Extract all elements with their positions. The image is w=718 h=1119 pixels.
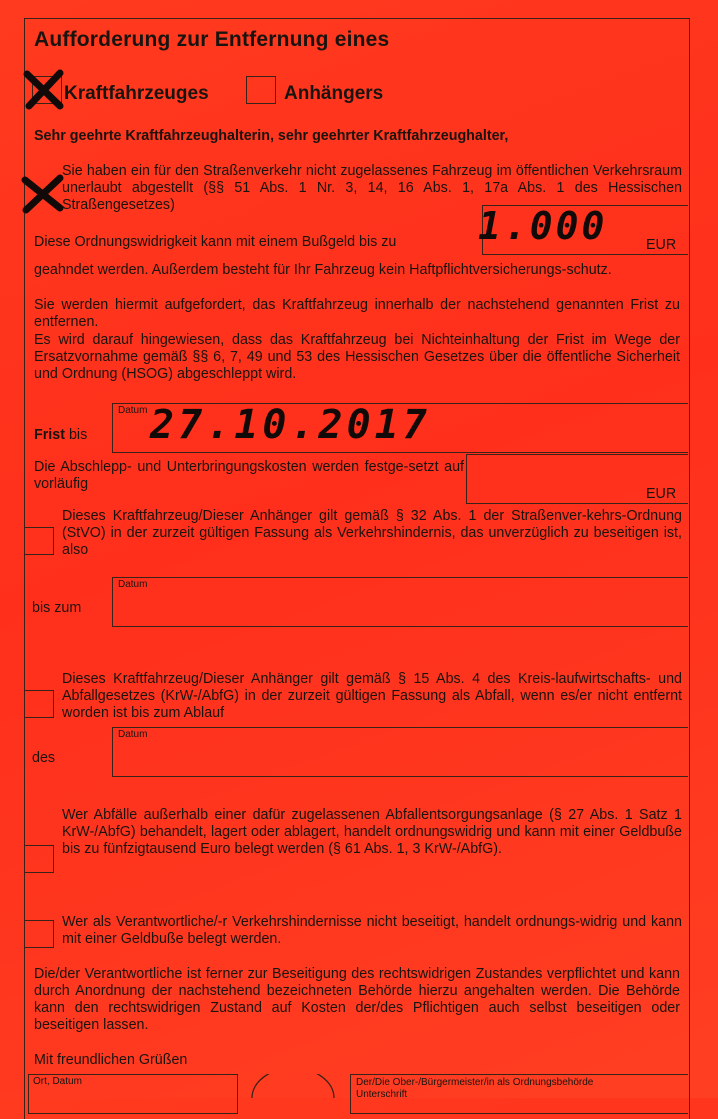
closing-greeting: Mit freundlichen Grüßen <box>34 1052 188 1068</box>
paragraph-aufforderung: Sie werden hiermit aufgefordert, das Kraftfahrzeug innerhalb der nachstehend genannten Frist zu entfernen. <box>34 297 680 330</box>
des-label: des <box>32 750 56 766</box>
form-title: Aufforderung zur Entfernung eines <box>34 28 390 51</box>
option-label-kraftfahrzeug: Kraftfahrzeuges <box>64 83 209 104</box>
paragraph-abgestellt: Sie haben ein für den Straßenverkehr nicht zugelassenes Fahrzeug im öffentlichen Verkehrsraum unerlaubt abgestellt (§§ 51 Abs. 1 Nr. 3, 14, 16 Abs. 1, 17a Abs. 1 des Hessischen Straßengesetzes) <box>62 163 682 213</box>
costs-currency: EUR <box>646 486 677 502</box>
stamp-icon <box>248 1074 338 1098</box>
paragraph-abfall: Dieses Kraftfahrzeug/Dieser Anhänger gilt gemäß § 15 Abs. 4 des Kreis-laufwirtschafts- und Abfallgesetzes (KrW-/AbfG) in der zurzeit gültigen Fassung als Abfall, wenn es/er nicht entfernt worden ist bis zum Ablauf <box>62 671 682 721</box>
checkbox-abfallentsorgung[interactable] <box>24 845 54 873</box>
paragraph-verkehrshindernis: Dieses Kraftfahrzeug/Dieser Anhänger gilt gemäß § 32 Abs. 1 der Straßenver-kehrs-Ordnung (StVO) in der zurzeit gültigen Fassung als Verkehrshindernis, das unverzüglich zu beseitigen ist, also <box>62 508 682 558</box>
signature-authority-label: Der/Die Ober-/Bürgermeister/in als Ordnungsbehörde <box>356 1077 594 1088</box>
frist-datum-label: Datum <box>118 405 148 416</box>
des-datum-label: Datum <box>118 729 148 740</box>
paragraph-verantwortliche: Wer als Verantwortliche/-r Verkehrshindernisse nicht beseitigt, handelt ordnungs-widrig und kann mit einer Geldbuße belegt werden. <box>62 914 682 947</box>
ort-datum-label: Ort, Datum <box>33 1076 82 1087</box>
frist-date-handwritten: 27.10.2017 <box>150 402 431 448</box>
option-label-anhaenger: Anhängers <box>284 83 384 104</box>
paragraph-hinweis: Es wird darauf hingewiesen, dass das Kraftfahrzeug bei Nichteinhaltung der Frist im Wege der Ersatzvornahme gemäß §§ 6, 7, 49 und 53 des Hessischen Gesetzes über die öffentliche Sicherheit und Ordnung (HSOG) abgeschleppt wird. <box>34 332 680 382</box>
x-mark-icon <box>22 68 66 110</box>
signature-label: Unterschrift <box>356 1089 408 1100</box>
salutation: Sehr geehrte Kraftfahrzeughalterin, sehr geehrter Kraftfahrzeughalter, <box>34 128 509 144</box>
fine-amount-handwritten: 1.000 <box>478 204 608 248</box>
fine-text: Diese Ordnungswidrigkeit kann mit einem Bußgeld bis zu <box>34 234 397 250</box>
checkbox-verkehrshindernis[interactable] <box>24 527 54 555</box>
paragraph-haftpflicht: geahndet werden. Außerdem besteht für Ihr Fahrzeug kein Haftpflichtversicherungs-schutz. <box>34 262 612 278</box>
x-mark-icon <box>20 174 66 214</box>
des-date-box[interactable] <box>112 727 688 777</box>
bis-zum-date-box[interactable] <box>112 577 688 627</box>
bis-zum-datum-label: Datum <box>118 579 148 590</box>
frist-label: Frist bis <box>34 427 88 443</box>
checkbox-anhaenger[interactable] <box>246 76 276 104</box>
bis-zum-label: bis zum <box>32 600 82 616</box>
checkbox-verantwortliche[interactable] <box>24 920 54 948</box>
fine-currency: EUR <box>646 237 677 253</box>
paragraph-abfallentsorgung: Wer Abfälle außerhalb einer dafür zugelassenen Abfallentsorgungsanlage (§ 27 Abs. 1 Satz 1 KrW-/AbfG) behandelt, lagert oder ablagert, handelt ordnungswidrig und kann mit einer Geldbuße bis zu fünfzigtausend Euro belegt werden (§ 61 Abs. 1, 3 KrW-/AbfG). <box>62 807 682 857</box>
costs-text: Die Abschlepp- und Unterbringungskosten werden festge-setzt auf vorläufig <box>34 459 464 492</box>
checkbox-abfall[interactable] <box>24 690 54 718</box>
paragraph-beseitigung: Die/der Verantwortliche ist ferner zur Beseitigung des rechtswidrigen Zustandes verpflichtet und kann durch Anordnung der nachstehend bezeichneten Behörde hierzu angehalten werden. Die Behörde kann den rechtswidrigen Zustand auf Kosten der/des Pflichtigen auch selbst beseitigen oder beseitigen lassen. <box>34 966 680 1033</box>
